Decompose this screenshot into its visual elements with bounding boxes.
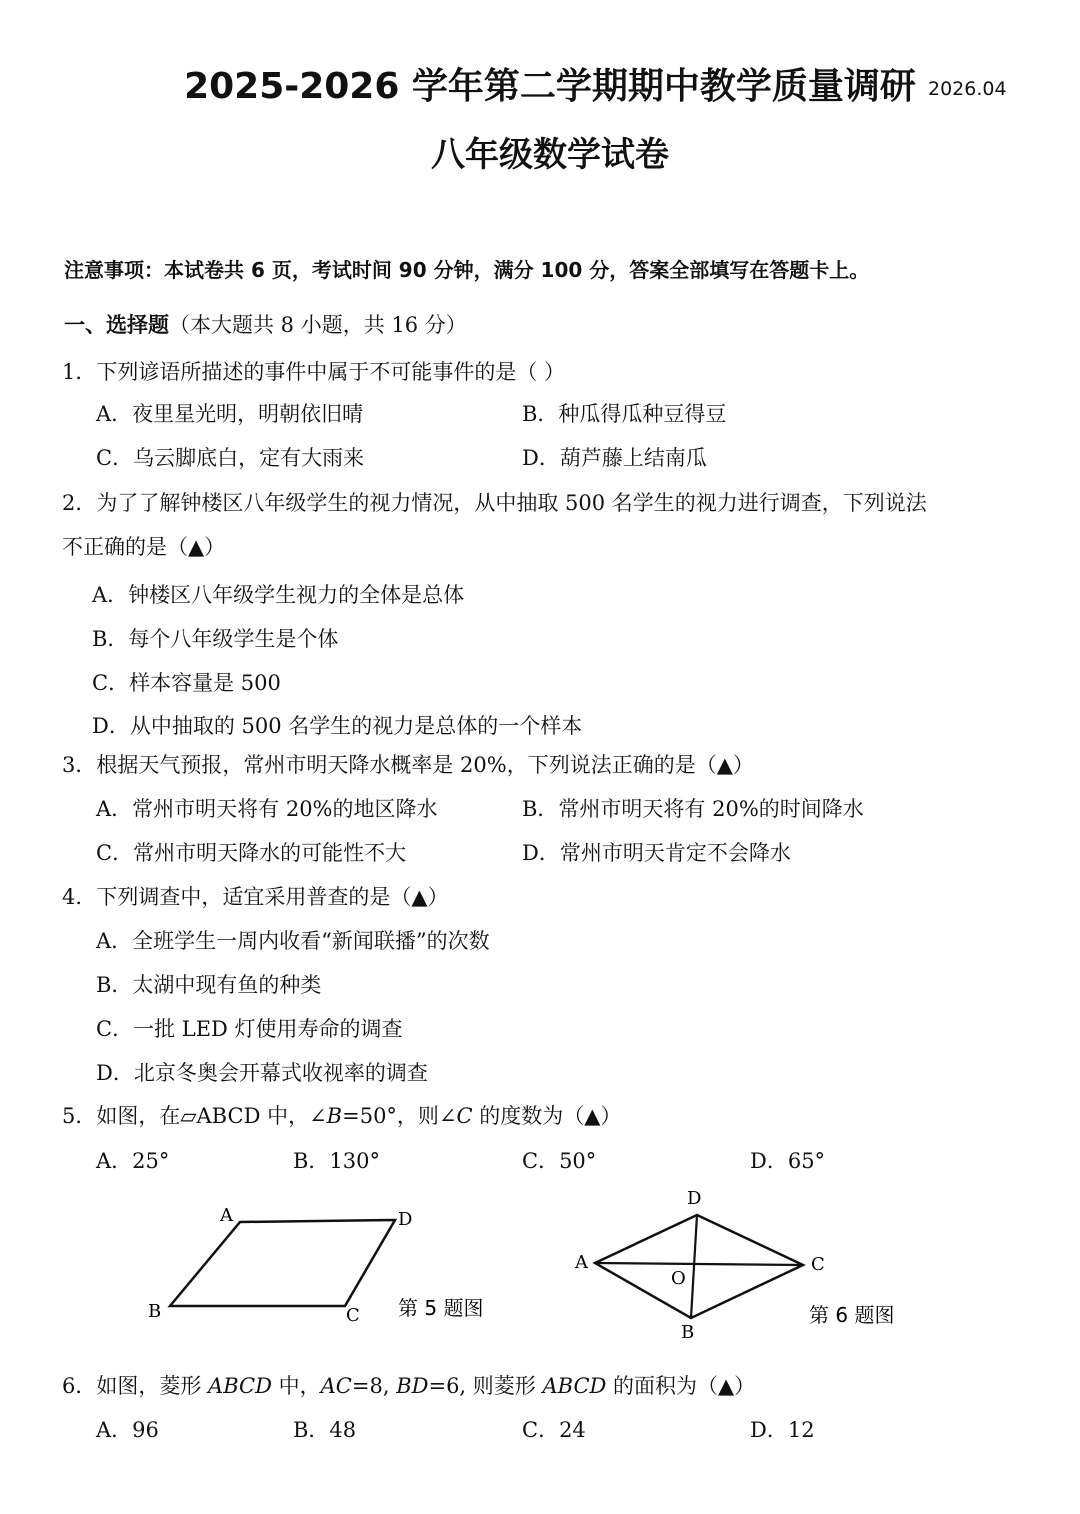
fig5-label-d: D <box>398 1209 413 1230</box>
parallelogram-shape <box>170 1220 395 1306</box>
q5-stem <box>62 1100 621 1130</box>
q5-option-b: B．130° <box>293 1149 381 1173</box>
fig5-label-b: B <box>148 1301 162 1322</box>
section-note: （本大题共 8 小题，共 16 分） <box>169 313 467 337</box>
fig6-label-b: B <box>681 1322 695 1343</box>
q1-option-c: C．乌云脚底白，定有大雨来 <box>96 446 365 470</box>
q6-option-b: B．48 <box>293 1418 357 1442</box>
q2-option-d: D．从中抽取的 500 名学生的视力是总体的一个样本 <box>92 714 583 738</box>
figure-5-parallelogram <box>140 1195 500 1335</box>
q6-stem-part4: =6, 则菱形 <box>428 1374 543 1398</box>
q4-option-b: B．太湖中现有鱼的种类 <box>96 973 322 997</box>
q1-option-b: B．种瓜得瓜种豆得豆 <box>522 402 727 426</box>
q1-option-d: D．葫芦藤上结南瓜 <box>522 446 707 470</box>
q6-option-d: D．12 <box>750 1418 815 1442</box>
q2-option-a: A．钟楼区八年级学生视力的全体是总体 <box>92 583 465 607</box>
q5-option-c: C．50° <box>522 1149 597 1173</box>
q4-option-d: D．北京冬奥会开幕式收视率的调查 <box>96 1061 428 1085</box>
q6-stem <box>62 1370 755 1400</box>
q1-option-a: A．夜里星光明，明朝依旧晴 <box>96 402 364 426</box>
fig5-label-c: C <box>346 1305 360 1326</box>
q6-bd: BD <box>396 1374 429 1398</box>
q5-stem-part3: 的度数为（▲） <box>472 1104 622 1128</box>
q3-option-d: D．常州市明天肯定不会降水 <box>522 841 791 865</box>
section-heading <box>64 309 467 339</box>
fig6-label-a: A <box>575 1252 588 1273</box>
diagonal-bd <box>691 1215 697 1318</box>
fig5-caption: 第 5 题图 <box>398 1296 484 1320</box>
q2-stem-line1: 2．为了了解钟楼区八年级学生的视力情况，从中抽取 500 名学生的视力进行调查，下列说法 <box>62 491 927 515</box>
diagonal-ac <box>595 1263 803 1265</box>
q5-stem-part1: 5．如图，在▱ABCD 中， <box>62 1104 310 1128</box>
q1-stem: 1．下列谚语所描述的事件中属于不可能事件的是（ ） <box>62 360 566 384</box>
q5-stem-part2: =50°，则 <box>342 1104 439 1128</box>
fig5-label-a: A <box>220 1205 233 1226</box>
exam-subtitle: 八年级数学试卷 <box>431 135 669 175</box>
q3-option-a: A．常州市明天将有 20%的地区降水 <box>96 797 438 821</box>
fig6-label-o: O <box>671 1268 686 1289</box>
q6-abcd-1: ABCD <box>208 1374 272 1398</box>
q6-option-a: A．96 <box>96 1418 159 1442</box>
exam-date: 2026.04 <box>928 78 1007 100</box>
q4-option-a: A．全班学生一周内收看“新闻联播”的次数 <box>96 929 490 953</box>
fig6-caption: 第 6 题图 <box>809 1303 895 1327</box>
exam-title: 2025-2026 学年第二学期期中教学质量调研 <box>184 66 916 107</box>
rhombus-shape <box>595 1215 803 1318</box>
figure-6-rhombus <box>565 1180 925 1343</box>
q5-option-a: A．25° <box>96 1149 170 1173</box>
q5-angle-b: ∠B <box>309 1104 343 1128</box>
notice-text: 注意事项：本试卷共 6 页，考试时间 90 分钟，满分 100 分，答案全部填写在答题卡上。 <box>64 258 870 282</box>
q3-option-c: C．常州市明天降水的可能性不大 <box>96 841 407 865</box>
q2-option-b: B．每个八年级学生是个体 <box>92 627 339 651</box>
q6-option-c: C．24 <box>522 1418 586 1442</box>
q6-stem-part2: 中， <box>271 1374 321 1398</box>
q6-stem-part3: =8, <box>351 1374 397 1398</box>
fig6-label-d: D <box>687 1188 702 1209</box>
section-title: 一、选择题 <box>64 313 169 337</box>
q6-stem-part1: 6．如图，菱形 <box>62 1374 209 1398</box>
q5-option-d: D．65° <box>750 1149 826 1173</box>
q6-ac: AC <box>320 1374 352 1398</box>
q5-angle-c: ∠C <box>438 1104 473 1128</box>
q4-stem: 4．下列调查中，适宜采用普查的是（▲） <box>62 885 449 909</box>
q6-abcd-2: ABCD <box>542 1374 607 1398</box>
q2-stem-line2: 不正确的是（▲） <box>62 535 226 559</box>
fig6-label-c: C <box>811 1254 825 1275</box>
q3-stem: 3．根据天气预报，常州市明天降水概率是 20%，下列说法正确的是（▲） <box>62 753 754 777</box>
q2-option-c: C．样本容量是 500 <box>92 671 281 695</box>
q4-option-c: C．一批 LED 灯使用寿命的调查 <box>96 1017 403 1041</box>
q3-option-b: B．常州市明天将有 20%的时间降水 <box>522 797 864 821</box>
q6-stem-part5: 的面积为（▲） <box>606 1374 756 1398</box>
